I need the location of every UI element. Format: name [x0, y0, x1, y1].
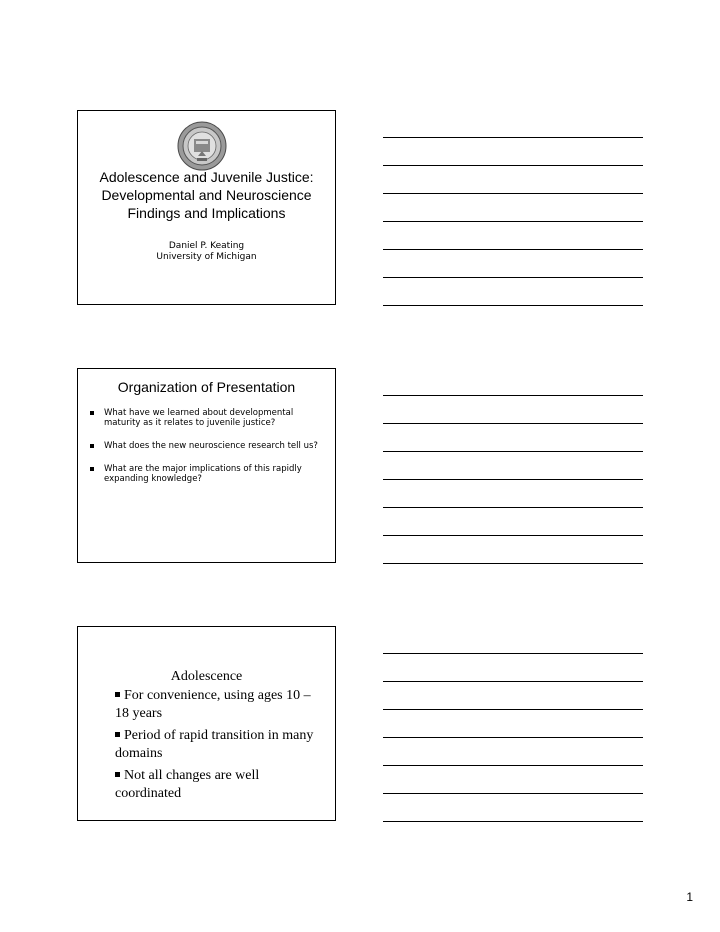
bullet-text: Period of rapid transition in many domains: [115, 728, 314, 761]
note-line: [383, 794, 643, 822]
note-line: [383, 654, 643, 682]
note-line: [383, 536, 643, 564]
note-line: [383, 766, 643, 794]
note-line: [383, 194, 643, 222]
title-line: Findings and Implications: [127, 205, 286, 221]
slide-3: [77, 626, 336, 821]
square-bullet-icon: [115, 692, 120, 697]
notes-lines-3: [383, 626, 643, 822]
note-line: [383, 396, 643, 424]
slide-2: [77, 368, 336, 563]
bullet-text: Not all changes are well coordinated: [115, 768, 260, 801]
title-line: Developmental and Neuroscience: [101, 187, 312, 203]
square-bullet-icon: [115, 772, 120, 777]
note-line: [383, 710, 643, 738]
university-seal-icon: [177, 121, 227, 171]
note-line: [383, 626, 643, 654]
slide-1-title: [78, 168, 335, 222]
author-block: [78, 241, 335, 263]
slide-2-bullets: [90, 408, 326, 497]
note-line: [383, 250, 643, 278]
author-name: Daniel P. Keating: [168, 241, 245, 251]
note-line: [383, 166, 643, 194]
title-line: Adolescence and Juvenile Justice:: [99, 169, 314, 185]
notes-lines-2: [383, 368, 643, 564]
note-line: [383, 368, 643, 396]
slide-3-bullets: [115, 687, 315, 807]
bullet-item: [90, 441, 326, 451]
bullet-text: What have we learned about developmental maturity as it relates to juvenile justice?: [104, 408, 294, 428]
bullet-item: [90, 408, 326, 428]
note-line: [383, 222, 643, 250]
note-line: [383, 738, 643, 766]
page-number: 1: [686, 890, 693, 904]
note-line: [383, 452, 643, 480]
square-bullet-icon: [90, 467, 94, 471]
bullet-item: [115, 727, 315, 763]
bullet-text: What does the new neuroscience research tell us?: [104, 441, 318, 451]
bullet-text: What are the major implications of this rapidly expanding knowledge?: [104, 464, 302, 484]
notes-lines-1: [383, 110, 643, 306]
note-line: [383, 682, 643, 710]
square-bullet-icon: [90, 411, 94, 415]
note-line: [383, 480, 643, 508]
bullet-text: For convenience, using ages 10 – 18 years: [115, 688, 311, 721]
slide-3-title: Adolescence: [170, 669, 243, 684]
square-bullet-icon: [90, 444, 94, 448]
author-affiliation: University of Michigan: [156, 252, 257, 262]
note-line: [383, 424, 643, 452]
note-line: [383, 138, 643, 166]
slide-2-title: Organization of Presentation: [117, 379, 296, 395]
slide-1: [77, 110, 336, 305]
bullet-item: [90, 464, 326, 484]
bullet-item: [115, 687, 315, 723]
note-line: [383, 110, 643, 138]
square-bullet-icon: [115, 732, 120, 737]
note-line: [383, 508, 643, 536]
bullet-item: [115, 767, 315, 803]
note-line: [383, 278, 643, 306]
